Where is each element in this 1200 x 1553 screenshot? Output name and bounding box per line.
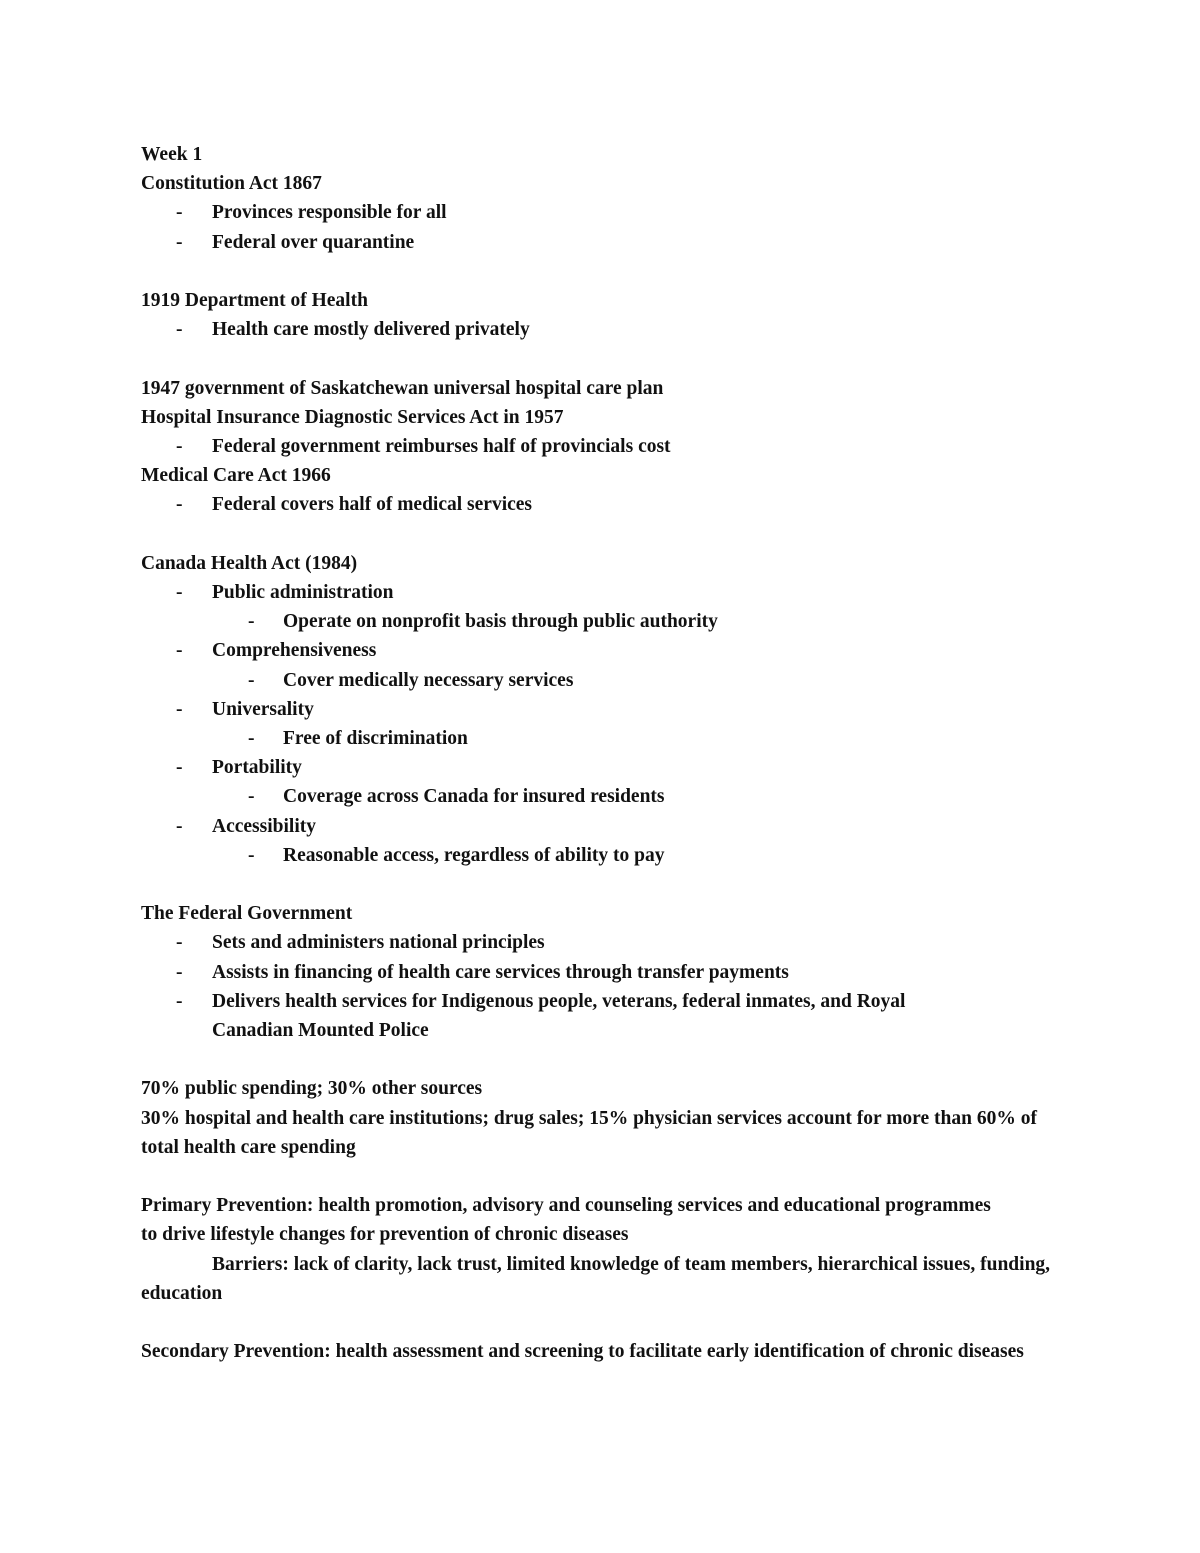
primary-prevention: Primary Prevention: health promotion, advisory and counseling services and educational programmes to drive lifestyle changes for prevention of chronic diseases — [141, 1195, 991, 1246]
bullet-dash: - — [176, 698, 183, 720]
principle-item: - Public administration — [141, 578, 1101, 607]
list-item: - Sets and administers national principles — [141, 928, 1101, 957]
principle-detail: - Coverage across Canada for insured residents — [141, 782, 1101, 811]
list-item: - Delivers health services for Indigenous people, veterans, federal inmates, and Royal Canadian Mounted Police — [141, 987, 972, 1045]
document-page — [141, 140, 1101, 1366]
list-item: - Federal over quarantine — [141, 228, 1101, 257]
primary-barriers: Barriers: lack of clarity, lack trust, limited knowledge of team members, hierarchical issues, funding, education — [141, 1253, 1051, 1304]
principle-item: - Portability — [141, 753, 1101, 782]
spending-line-1: 70% public spending; 30% other sources — [141, 1078, 483, 1100]
bullet-dash: - — [248, 611, 255, 633]
list-item: - Provinces responsible for all — [141, 198, 1101, 227]
bullet-dash: - — [176, 436, 183, 457]
hospital-act-heading: Hospital Insurance Diagnostic Services Act in 1957 — [141, 406, 564, 428]
constitution-heading: Constitution Act 1867 — [141, 173, 322, 195]
bullet-dash: - — [248, 844, 255, 866]
dept1919-heading: 1919 Department of Health — [141, 290, 368, 311]
list-item: - Assists in financing of health care services through transfer payments — [141, 958, 1101, 987]
week-heading: Week 1 — [141, 144, 203, 165]
bullet-dash: - — [176, 202, 183, 224]
bullet-dash: - — [176, 815, 183, 837]
medical-act-heading: Medical Care Act 1966 — [141, 465, 331, 487]
sask1947-line: 1947 government of Saskatchewan universal hospital care plan — [141, 377, 664, 399]
principle-item: - Accessibility — [141, 812, 1101, 841]
cha-heading: Canada Health Act (1984) — [141, 552, 358, 574]
principle-detail: - Reasonable access, regardless of ability to pay — [141, 841, 1101, 870]
bullet-dash: - — [176, 231, 183, 253]
bullet-dash: - — [176, 319, 183, 341]
bullet-dash: - — [248, 786, 255, 808]
bullet-dash: - — [248, 728, 255, 750]
bullet-dash: - — [176, 494, 183, 516]
bullet-dash: - — [176, 757, 183, 779]
spending-line-2: 30% hospital and health care institutions; drug sales; 15% physician services account for more than 60% of total health care spending — [141, 1107, 1037, 1158]
list-item: - Federal covers half of medical services — [141, 490, 1101, 519]
principle-detail: - Free of discrimination — [141, 724, 1101, 753]
bullet-dash: - — [176, 582, 183, 603]
principle-item: - Comprehensiveness — [141, 636, 1101, 665]
bullet-dash: - — [248, 669, 255, 691]
bullet-dash: - — [176, 932, 183, 954]
principle-item: - Universality — [141, 695, 1101, 724]
principle-detail: - Cover medically necessary services — [141, 666, 1101, 695]
federal-heading: The Federal Government — [141, 903, 353, 925]
list-item: - Health care mostly delivered privately — [141, 315, 1101, 344]
secondary-prevention: Secondary Prevention: health assessment and screening to facilitate early identification of chronic diseases — [141, 1341, 1024, 1363]
bullet-dash: - — [176, 961, 183, 983]
bullet-dash: - — [176, 640, 183, 662]
bullet-dash: - — [176, 990, 183, 1012]
list-item: - Federal government reimburses half of provincials cost — [141, 432, 1101, 461]
principle-detail: - Operate on nonprofit basis through public authority — [141, 607, 1101, 636]
